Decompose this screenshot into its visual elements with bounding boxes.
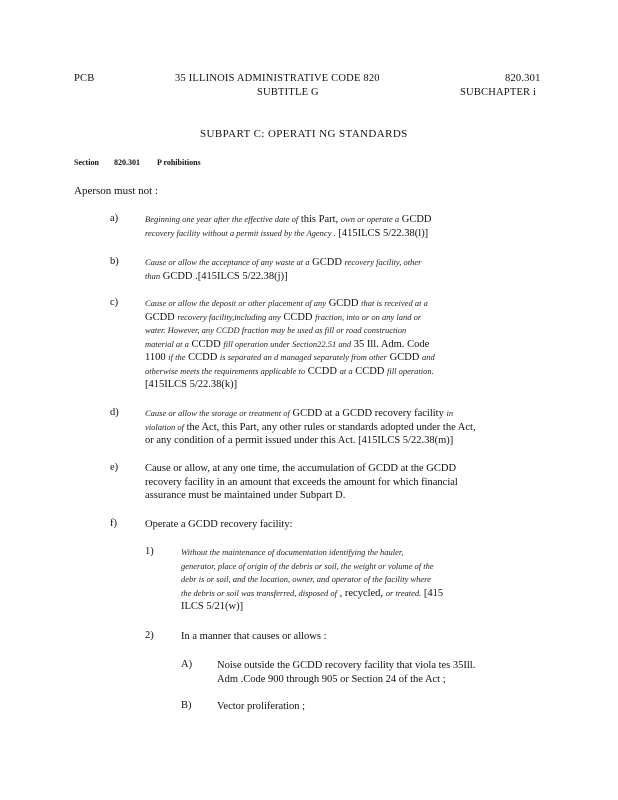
header-right-line1: 820.301 — [505, 73, 541, 84]
item-f1-text: Without the maintenance of documentation identifying the hauler, generator, place of origin of the debris or soil, the weight or volume of the debr is or soil, and the location, owner, and operator of the facility where the debris or soil was transferred, disposed of , recycled, or treated. [415 ILCS 5/21(w)] — [181, 547, 444, 612]
item-d-text: Cause or allow the storage or treatment of GCDD at a GCDD recovery facility in violation of the Act, this Part, any other rules or standards adopted under the Act, or any condition of a permit issued under this Act. [415ILCS 5/22.38(m)] — [145, 408, 476, 446]
section-title: P rohibitions — [157, 158, 201, 167]
item-f2b-label: B) — [181, 700, 192, 711]
section-label: Section — [74, 158, 99, 167]
item-f2-text: In a manner that causes or allows : — [181, 631, 327, 642]
item-d-label: d) — [110, 407, 119, 418]
item-c-label: c) — [110, 297, 119, 308]
item-a-label: a) — [110, 213, 119, 224]
subpart-title: SUBPART C: OPERATI NG STANDARDS — [200, 128, 408, 140]
section-number: 820.301 — [114, 158, 140, 167]
item-f2a-label: A) — [181, 659, 193, 670]
item-f-label: f) — [110, 518, 117, 529]
item-e-label: e) — [110, 462, 119, 473]
item-f2b-text: Vector proliferation ; — [217, 701, 306, 712]
item-f2a-text: Noise outside the GCDD recovery facility that viola tes 35Ill. Adm .Code 900 through 905 or Section 24 of the Act ; — [217, 660, 476, 685]
item-f-text: Operate a GCDD recovery facility: — [145, 519, 293, 530]
item-f1-label: 1) — [145, 546, 154, 557]
item-c-text: Cause or allow the deposit or other placement of any GCDD that is received at a GCDD recovery facility,including any CCDD fraction, into or on any land or water. However, any CCDD fraction may be used as fill or road construction material at a CCDD fill operation under Section22.51 and 35 Ill. Adm. Code 1100 if the CCDD is separated an d managed separately from other GCDD and otherwise meets the requirements applicable to CCDD at a CCDD fill operation. [415ILCS 5/22.38(k)] — [145, 298, 435, 390]
item-b-label: b) — [110, 256, 119, 267]
item-e-text: Cause or allow, at any one time, the accumulation of GCDD at the GCDD recovery facility in an amount that exceeds the amount for which financial assurance must be maintained under Subpart D. — [145, 463, 458, 501]
header-title-line2: SUBTITLE G — [257, 87, 319, 98]
intro-text: Aperson must not : — [74, 185, 159, 197]
header-right-line2: SUBCHAPTER i — [460, 87, 537, 98]
item-f2-label: 2) — [145, 630, 154, 641]
header-left: PCB — [74, 73, 95, 84]
header-title-line1: 35 ILLINOIS ADMINISTRATIVE CODE 820 — [175, 73, 380, 84]
item-a-text: Beginning one year after the effective date of this Part, own or operate a GCDD recovery facility without a permit issued by the Agency . [415ILCS 5/22.38(l)] — [145, 214, 432, 239]
item-b-text: Cause or allow the acceptance of any waste at a GCDD recovery facility, other than GCDD .[415ILCS 5/22.38(j)] — [145, 257, 422, 282]
